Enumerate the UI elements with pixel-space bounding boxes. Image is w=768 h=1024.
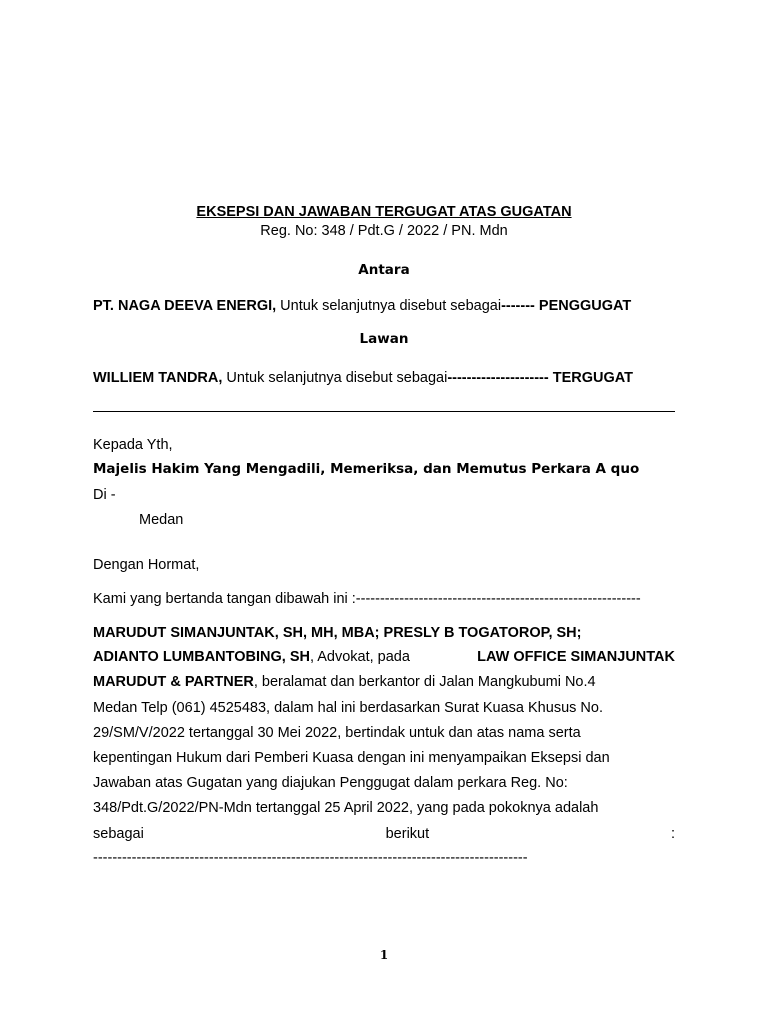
page-number: 1 — [379, 948, 389, 962]
law-office-name: LAW OFFICE SIMANJUNTAK — [477, 649, 675, 665]
defendant-name: WILLIEM TANDRA, — [93, 370, 223, 386]
section-divider — [93, 411, 675, 412]
paragraph-line-10-dashes: ------------------------------------------------------------------------------------------ — [93, 850, 528, 866]
plaintiff-description: Untuk selanjutnya disebut sebagai — [276, 298, 502, 314]
berikut-word: berikut — [385, 826, 430, 842]
intro-line — [93, 590, 675, 608]
intro-text: Kami yang bertanda tangan dibawah ini : — [93, 591, 356, 607]
office-address: , beralamat dan berkantor di Jalan Mangkubumi No.4 — [253, 674, 596, 690]
antara-label: Antara — [358, 262, 410, 278]
paragraph-line-7: Jawaban atas Gugatan yang diajukan Penggugat dalam perkara Reg. No: — [93, 775, 568, 791]
defendant-description: Untuk selanjutnya disebut sebagai — [222, 370, 448, 386]
paragraph-line-5: 29/SM/V/2022 tertanggal 30 Mei 2022, bertindak untuk dan atas nama serta — [93, 725, 581, 741]
defendant-line — [93, 369, 675, 387]
defendant-role: --------------------- TERGUGAT — [447, 370, 634, 386]
advokat-text: , Advokat, pada — [309, 649, 410, 665]
registration-number: Reg. No: 348 / Pdt.G / 2022 / PN. Mdn — [260, 223, 508, 239]
paragraph-line-3 — [93, 673, 675, 691]
intro-dashes: ----------------------------------------------------------- — [355, 591, 641, 607]
greeting: Dengan Hormat, — [93, 557, 200, 573]
plaintiff-role: ------- PENGGUGAT — [501, 298, 632, 314]
lawan-label: Lawan — [359, 331, 409, 347]
paragraph-line-8: 348/Pdt.G/2022/PN-Mdn tertanggal 25 April 2022, yang pada pokoknya adalah — [93, 800, 599, 816]
document-title: EKSEPSI DAN JAWABAN TERGUGAT ATAS GUGATAN — [196, 204, 572, 220]
paragraph-line-4: Medan Telp (061) 4525483, dalam hal ini berdasarkan Surat Kuasa Khusus No. — [93, 700, 603, 716]
paragraph-line-1: MARUDUT SIMANJUNTAK, SH, MH, MBA; PRESLY B TOGATOROP, SH; — [93, 625, 582, 641]
recipient-di: Di - — [93, 487, 116, 503]
law-office-partner: MARUDUT & PARTNER — [93, 674, 254, 690]
sebagai-word: sebagai — [93, 826, 144, 842]
paragraph-line-6: kepentingan Hukum dari Pemberi Kuasa dengan ini menyampaikan Eksepsi dan — [93, 750, 610, 766]
recipient-salutation: Kepada Yth, — [93, 437, 173, 453]
paragraph-line-9 — [93, 825, 675, 843]
recipient-city: Medan — [139, 512, 184, 528]
advocate-name: ADIANTO LUMBANTOBING, SH — [93, 649, 310, 665]
paragraph-line-2 — [93, 648, 675, 666]
recipient-court: Majelis Hakim Yang Mengadili, Memeriksa, dan Memutus Perkara A quo — [93, 461, 640, 477]
colon-mark: : — [670, 826, 675, 842]
plaintiff-line — [93, 297, 675, 315]
plaintiff-name: PT. NAGA DEEVA ENERGI, — [93, 298, 277, 314]
